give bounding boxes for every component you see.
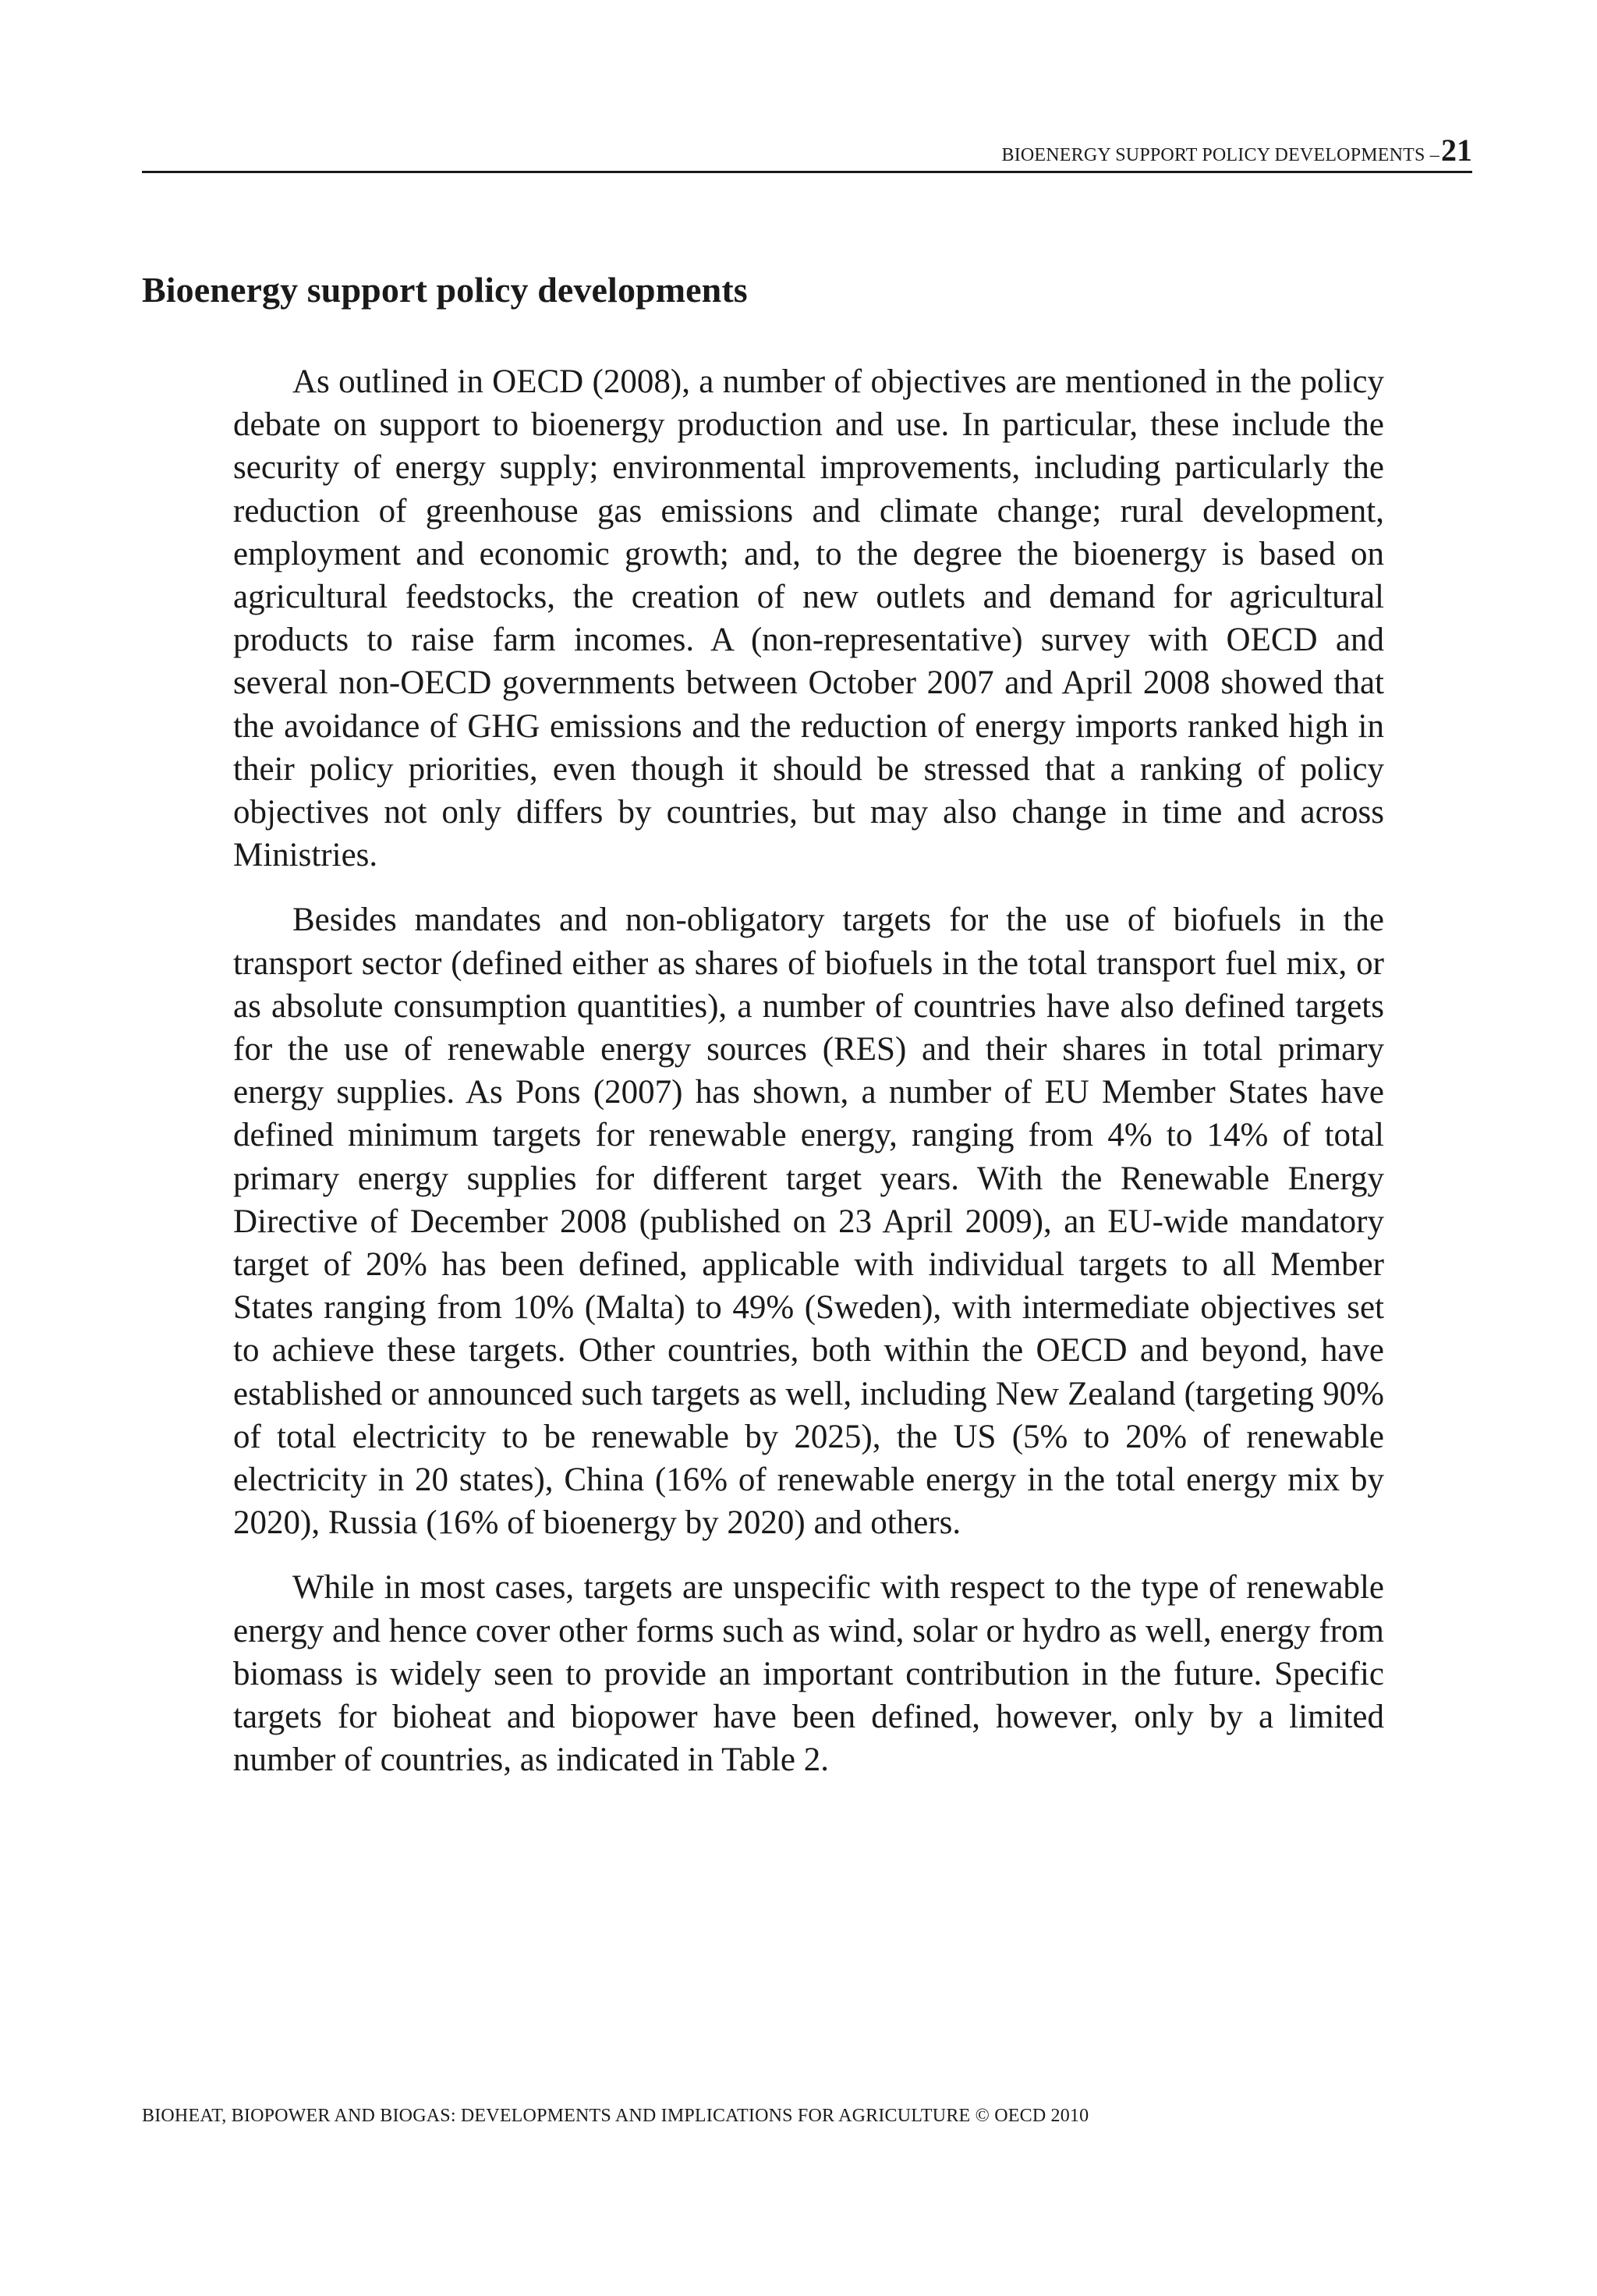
running-title: BIOENERGY SUPPORT POLICY DEVELOPMENTS – bbox=[1001, 145, 1439, 165]
paragraph-1: As outlined in OECD (2008), a number of objectives are mentioned in the policy debate on support to bioenergy production and use. In particular, these include the security of energy supply; environmental improvements, including particularly the reduction of greenhouse gas emissions and climate change; rural development, employment and economic growth; and, to the degree the bioenergy is based on agricultural feedstocks, the creation of new outlets and demand for agricultural products to raise farm incomes. A (non-representative) survey with OECD and several non-OECD governments between October 2007 and April 2008 showed that the avoidance of GHG emissions and the reduction of energy imports ranked high in their policy priorities, even though it should be stressed that a ranking of policy objectives not only differs by countries, but may also change in time and across Ministries. bbox=[233, 363, 1384, 874]
page-number: 21 bbox=[1441, 133, 1472, 168]
section-title: Bioenergy support policy developments bbox=[142, 270, 748, 310]
paragraph-2: Besides mandates and non-obligatory targets for the use of biofuels in the transport sector (defined either as shares of biofuels in the total transport fuel mix, or as absolute consumption quantities), a number of countries have also defined targets for the use of renewable energy sources (RES) and their shares in total primary energy supplies. As Pons (2007) has shown, a number of EU Member States have defined minimum targets for renewable energy, ranging from 4% to 14% of total primary energy supplies for different target years. With the Renewable Energy Directive of December 2008 (published on 23 April 2009), an EU-wide mandatory target of 20% has been defined, applicable with individual targets to all Member States ranging from 10% (Malta) to 49% (Sweden), with intermediate objectives set to achieve these targets. Other countries, both within the OECD and beyond, have established or announced such targets as well, including New Zealand (targeting 90% of total electricity to be renewable by 2025), the US (5% to 20% of renewable electricity in 20 states), China (16% of renewable energy in the total energy mix by 2020), Russia (16% of bioenergy by 2020) and others. bbox=[233, 902, 1384, 1542]
running-header bbox=[142, 129, 1472, 173]
page-footer: BIOHEAT, BIOPOWER AND BIOGAS: DEVELOPMENTS AND IMPLICATIONS FOR AGRICULTURE © OECD 2010 bbox=[142, 2106, 1089, 2126]
paragraph-3: While in most cases, targets are unspecific with respect to the type of renewable energy and hence cover other forms such as wind, solar or hydro as well, energy from biomass is widely seen to provide an important contribution in the future. Specific targets for bioheat and biopower have been defined, however, only by a limited number of countries, as indicated in Table 2. bbox=[233, 1569, 1384, 1779]
body-text bbox=[233, 360, 1384, 1804]
